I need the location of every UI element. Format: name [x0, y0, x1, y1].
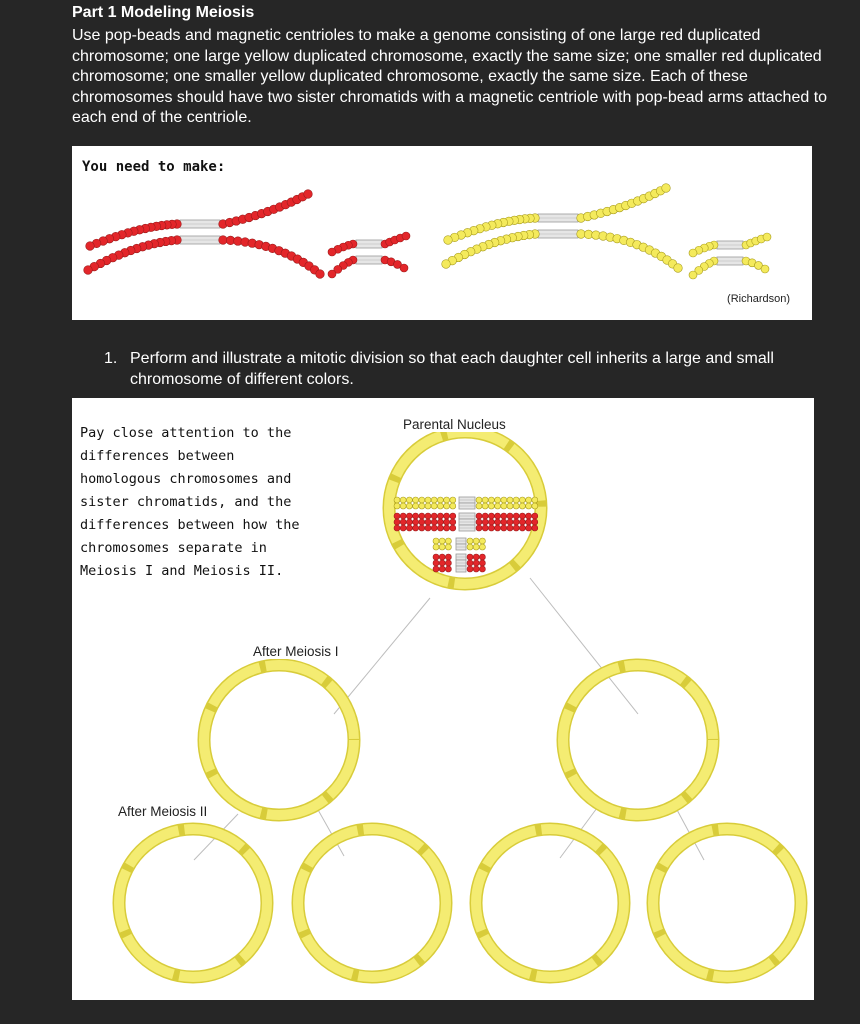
pop-bead	[419, 525, 425, 531]
pop-bead	[437, 497, 443, 503]
pop-bead	[433, 566, 439, 572]
after-meiosis-1-label: After Meiosis I	[253, 644, 339, 659]
pop-bead	[473, 544, 479, 550]
pop-bead	[488, 497, 494, 503]
pop-bead	[526, 513, 532, 519]
pop-bead	[444, 519, 450, 525]
pop-bead	[328, 270, 336, 278]
pop-bead	[425, 525, 431, 531]
pop-bead	[507, 519, 513, 525]
pop-bead	[495, 519, 501, 525]
pop-bead	[467, 566, 473, 572]
pop-bead	[495, 503, 501, 509]
pop-bead	[86, 242, 95, 251]
pop-bead	[526, 497, 532, 503]
pop-bead	[532, 503, 538, 509]
pop-bead	[507, 513, 513, 519]
pop-bead	[444, 525, 450, 531]
pop-bead	[761, 265, 769, 273]
pop-bead	[394, 519, 400, 525]
pop-bead	[419, 503, 425, 509]
pop-bead	[482, 513, 488, 519]
pop-bead	[442, 260, 451, 269]
part-title: Part 1 Modeling Meiosis	[72, 4, 255, 21]
small-red-chromosome	[328, 232, 410, 278]
pop-bead	[479, 554, 485, 560]
pop-bead	[507, 525, 513, 531]
pop-bead	[394, 525, 400, 531]
pop-bead	[501, 519, 507, 525]
pop-bead	[519, 497, 525, 503]
pop-bead	[431, 525, 437, 531]
pop-bead	[689, 271, 697, 279]
pop-bead	[439, 566, 445, 572]
pop-bead	[394, 497, 400, 503]
pop-bead	[476, 497, 482, 503]
pop-bead	[482, 519, 488, 525]
pop-bead	[482, 503, 488, 509]
pop-bead	[431, 519, 437, 525]
pop-bead	[445, 538, 451, 544]
pop-bead	[532, 497, 538, 503]
pop-bead	[406, 513, 412, 519]
pop-bead	[526, 503, 532, 509]
pop-bead	[328, 248, 336, 256]
pop-bead	[413, 519, 419, 525]
pop-bead	[488, 503, 494, 509]
pop-bead	[394, 513, 400, 519]
large-yellow-chromosome	[442, 184, 683, 273]
pop-bead	[467, 544, 473, 550]
pop-bead	[467, 538, 473, 544]
question-text: Perform and illustrate a mitotic division so that each daughter cell inherits a large and small chromosome of different colors.	[130, 350, 774, 388]
pop-bead	[674, 264, 683, 273]
pop-bead	[444, 236, 453, 245]
pop-bead	[476, 503, 482, 509]
pop-bead	[445, 560, 451, 566]
pop-bead	[433, 560, 439, 566]
pop-bead	[444, 497, 450, 503]
pop-bead	[501, 497, 507, 503]
pop-bead	[501, 525, 507, 531]
question-number: 1.	[104, 350, 118, 367]
pop-bead	[431, 513, 437, 519]
pop-bead	[425, 497, 431, 503]
pop-bead	[419, 513, 425, 519]
instruction-note: Pay close attention to the differences between homologous chromosomes and sister chromatids, and the differences between how the chromosomes separate in Meiosis I and Meiosis II.	[80, 425, 300, 579]
pop-bead	[400, 519, 406, 525]
pop-bead	[763, 233, 771, 241]
pop-bead	[419, 497, 425, 503]
pop-bead	[413, 497, 419, 503]
pop-bead	[419, 519, 425, 525]
pop-bead	[425, 519, 431, 525]
pop-bead	[433, 538, 439, 544]
pop-bead	[476, 519, 482, 525]
pop-bead	[444, 503, 450, 509]
pop-bead	[482, 525, 488, 531]
pop-bead	[402, 232, 410, 240]
parental-nucleus-label: Parental Nucleus	[403, 417, 506, 432]
pop-bead	[519, 519, 525, 525]
pop-bead	[425, 513, 431, 519]
pop-bead	[406, 525, 412, 531]
pop-bead	[473, 554, 479, 560]
pop-bead	[450, 497, 456, 503]
pop-bead	[84, 266, 93, 275]
pop-bead	[519, 525, 525, 531]
pop-bead	[479, 560, 485, 566]
pop-bead	[495, 525, 501, 531]
you-need-to-make-label: You need to make:	[82, 159, 226, 175]
pop-bead	[519, 503, 525, 509]
pop-bead	[507, 497, 513, 503]
pop-bead	[467, 560, 473, 566]
pop-bead	[495, 513, 501, 519]
pop-bead	[532, 519, 538, 525]
pop-bead	[439, 544, 445, 550]
pop-bead	[479, 566, 485, 572]
pop-bead	[400, 513, 406, 519]
pop-bead	[400, 503, 406, 509]
pop-bead	[476, 513, 482, 519]
pop-bead	[437, 503, 443, 509]
pop-bead	[450, 519, 456, 525]
question-1	[104, 349, 850, 390]
pop-bead	[501, 503, 507, 509]
pop-bead	[450, 525, 456, 531]
pop-bead	[689, 249, 697, 257]
pop-bead	[406, 519, 412, 525]
pop-bead	[400, 497, 406, 503]
pop-bead	[526, 525, 532, 531]
pop-bead	[526, 519, 532, 525]
pop-bead	[513, 497, 519, 503]
pop-bead	[482, 497, 488, 503]
pop-bead	[495, 497, 501, 503]
pop-bead	[488, 525, 494, 531]
pop-bead	[532, 525, 538, 531]
pop-bead	[413, 503, 419, 509]
small-yellow-chromosome	[689, 233, 771, 279]
intro-paragraph: Use pop-beads and magnetic centrioles to make a genome consisting of one large red duplicated chromosome; one large yellow duplicated chromosome, exactly the same size; one smaller red duplicated chromosome; one smaller yellow duplicated chromosome, exactly the same size. Each of these chromosomes should have two sister chromatids with a magnetic centriole with pop-bead arms attached to each end of the centriole.	[72, 27, 828, 126]
pop-bead	[439, 538, 445, 544]
pop-bead	[450, 503, 456, 509]
meiosis-1-cell-right	[563, 665, 713, 815]
pop-bead	[532, 513, 538, 519]
pop-bead	[473, 560, 479, 566]
pop-bead	[425, 503, 431, 509]
pop-bead	[519, 513, 525, 519]
pop-bead	[316, 270, 325, 279]
pop-bead	[406, 497, 412, 503]
meiosis-diagram-panel	[72, 398, 814, 1000]
pop-bead	[431, 503, 437, 509]
pop-bead	[507, 503, 513, 509]
pop-bead	[467, 554, 473, 560]
pop-bead	[501, 513, 507, 519]
pop-bead	[413, 513, 419, 519]
meiosis-1-cell-left	[204, 665, 354, 815]
pop-bead	[473, 566, 479, 572]
pop-bead	[476, 525, 482, 531]
pop-bead	[400, 264, 408, 272]
pop-bead	[444, 513, 450, 519]
pop-bead	[437, 525, 443, 531]
pop-bead	[439, 560, 445, 566]
pop-bead	[394, 503, 400, 509]
pop-bead	[433, 554, 439, 560]
pop-bead	[488, 513, 494, 519]
pop-bead	[445, 544, 451, 550]
pop-bead	[662, 184, 671, 193]
pop-bead	[513, 503, 519, 509]
pop-bead	[406, 503, 412, 509]
pop-bead	[433, 544, 439, 550]
chromosome-model-panel	[72, 146, 812, 320]
pop-bead	[400, 525, 406, 531]
pop-bead	[473, 538, 479, 544]
connector-line	[334, 598, 430, 714]
pop-bead	[479, 544, 485, 550]
pop-bead	[445, 554, 451, 560]
pop-bead	[479, 538, 485, 544]
pop-bead	[431, 497, 437, 503]
pop-bead	[445, 566, 451, 572]
pop-bead	[513, 513, 519, 519]
pop-bead	[439, 554, 445, 560]
image-credit: (Richardson)	[727, 293, 790, 305]
large-red-chromosome	[84, 190, 325, 279]
pop-bead	[437, 519, 443, 525]
pop-bead	[513, 525, 519, 531]
pop-bead	[413, 525, 419, 531]
after-meiosis-2-label: After Meiosis II	[118, 804, 208, 819]
pop-bead	[488, 519, 494, 525]
pop-bead	[513, 519, 519, 525]
pop-bead	[437, 513, 443, 519]
pop-bead	[450, 513, 456, 519]
pop-bead	[304, 190, 313, 199]
